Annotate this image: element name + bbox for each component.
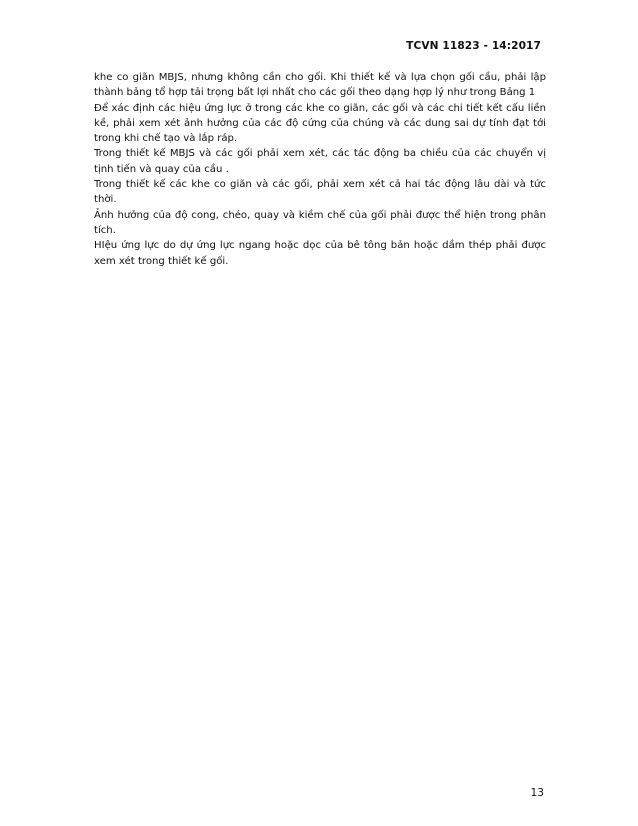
page-number: 13 [530, 787, 544, 799]
paragraph-long-short-term: Trong thiết kế các khe co giãn và các gối, phải xem xét cả hai tác động lâu dài và tức thời. [94, 179, 546, 206]
standard-code-header: TCVN 11823 - 14:2017 [406, 40, 541, 52]
body-text [94, 70, 546, 269]
paragraph-prestress: HIệu ứng lực do dự ứng lực ngang hoặc dọc của bê tông bản hoặc dầm thép phải được xem xét trong thiết kế gối. [94, 240, 546, 267]
paragraph-curvature-skew: Ảnh hưởng của độ cong, chéo, quay và kiềm chế của gối phải được thể hiện trong phân tích. [94, 209, 546, 236]
paragraph-continuation: khe co giãn MBJS, nhưng không cần cho gối. Khi thiết kế và lựa chọn gối cầu, phải lập thành bảng tổ hợp tải trọng bất lợi nhất cho các gối theo dạng hợp lý như trong Bảng 1 [94, 72, 546, 99]
paragraph-force-effects: Để xác định các hiệu ứng lực ở trong các khe co giãn, các gối và các chi tiết kết cấu liền kề, phải xem xét ảnh hưởng của các độ cứng của chúng và các dung sai dự tính đạt tới trong khi chế tạo và lắp ráp. [94, 102, 546, 145]
paragraph-3d-movements: Trong thiết kế MBJS và các gối phải xem xét, các tác động ba chiều của các chuyển vị tịnh tiến và quay của cầu . [94, 148, 546, 175]
